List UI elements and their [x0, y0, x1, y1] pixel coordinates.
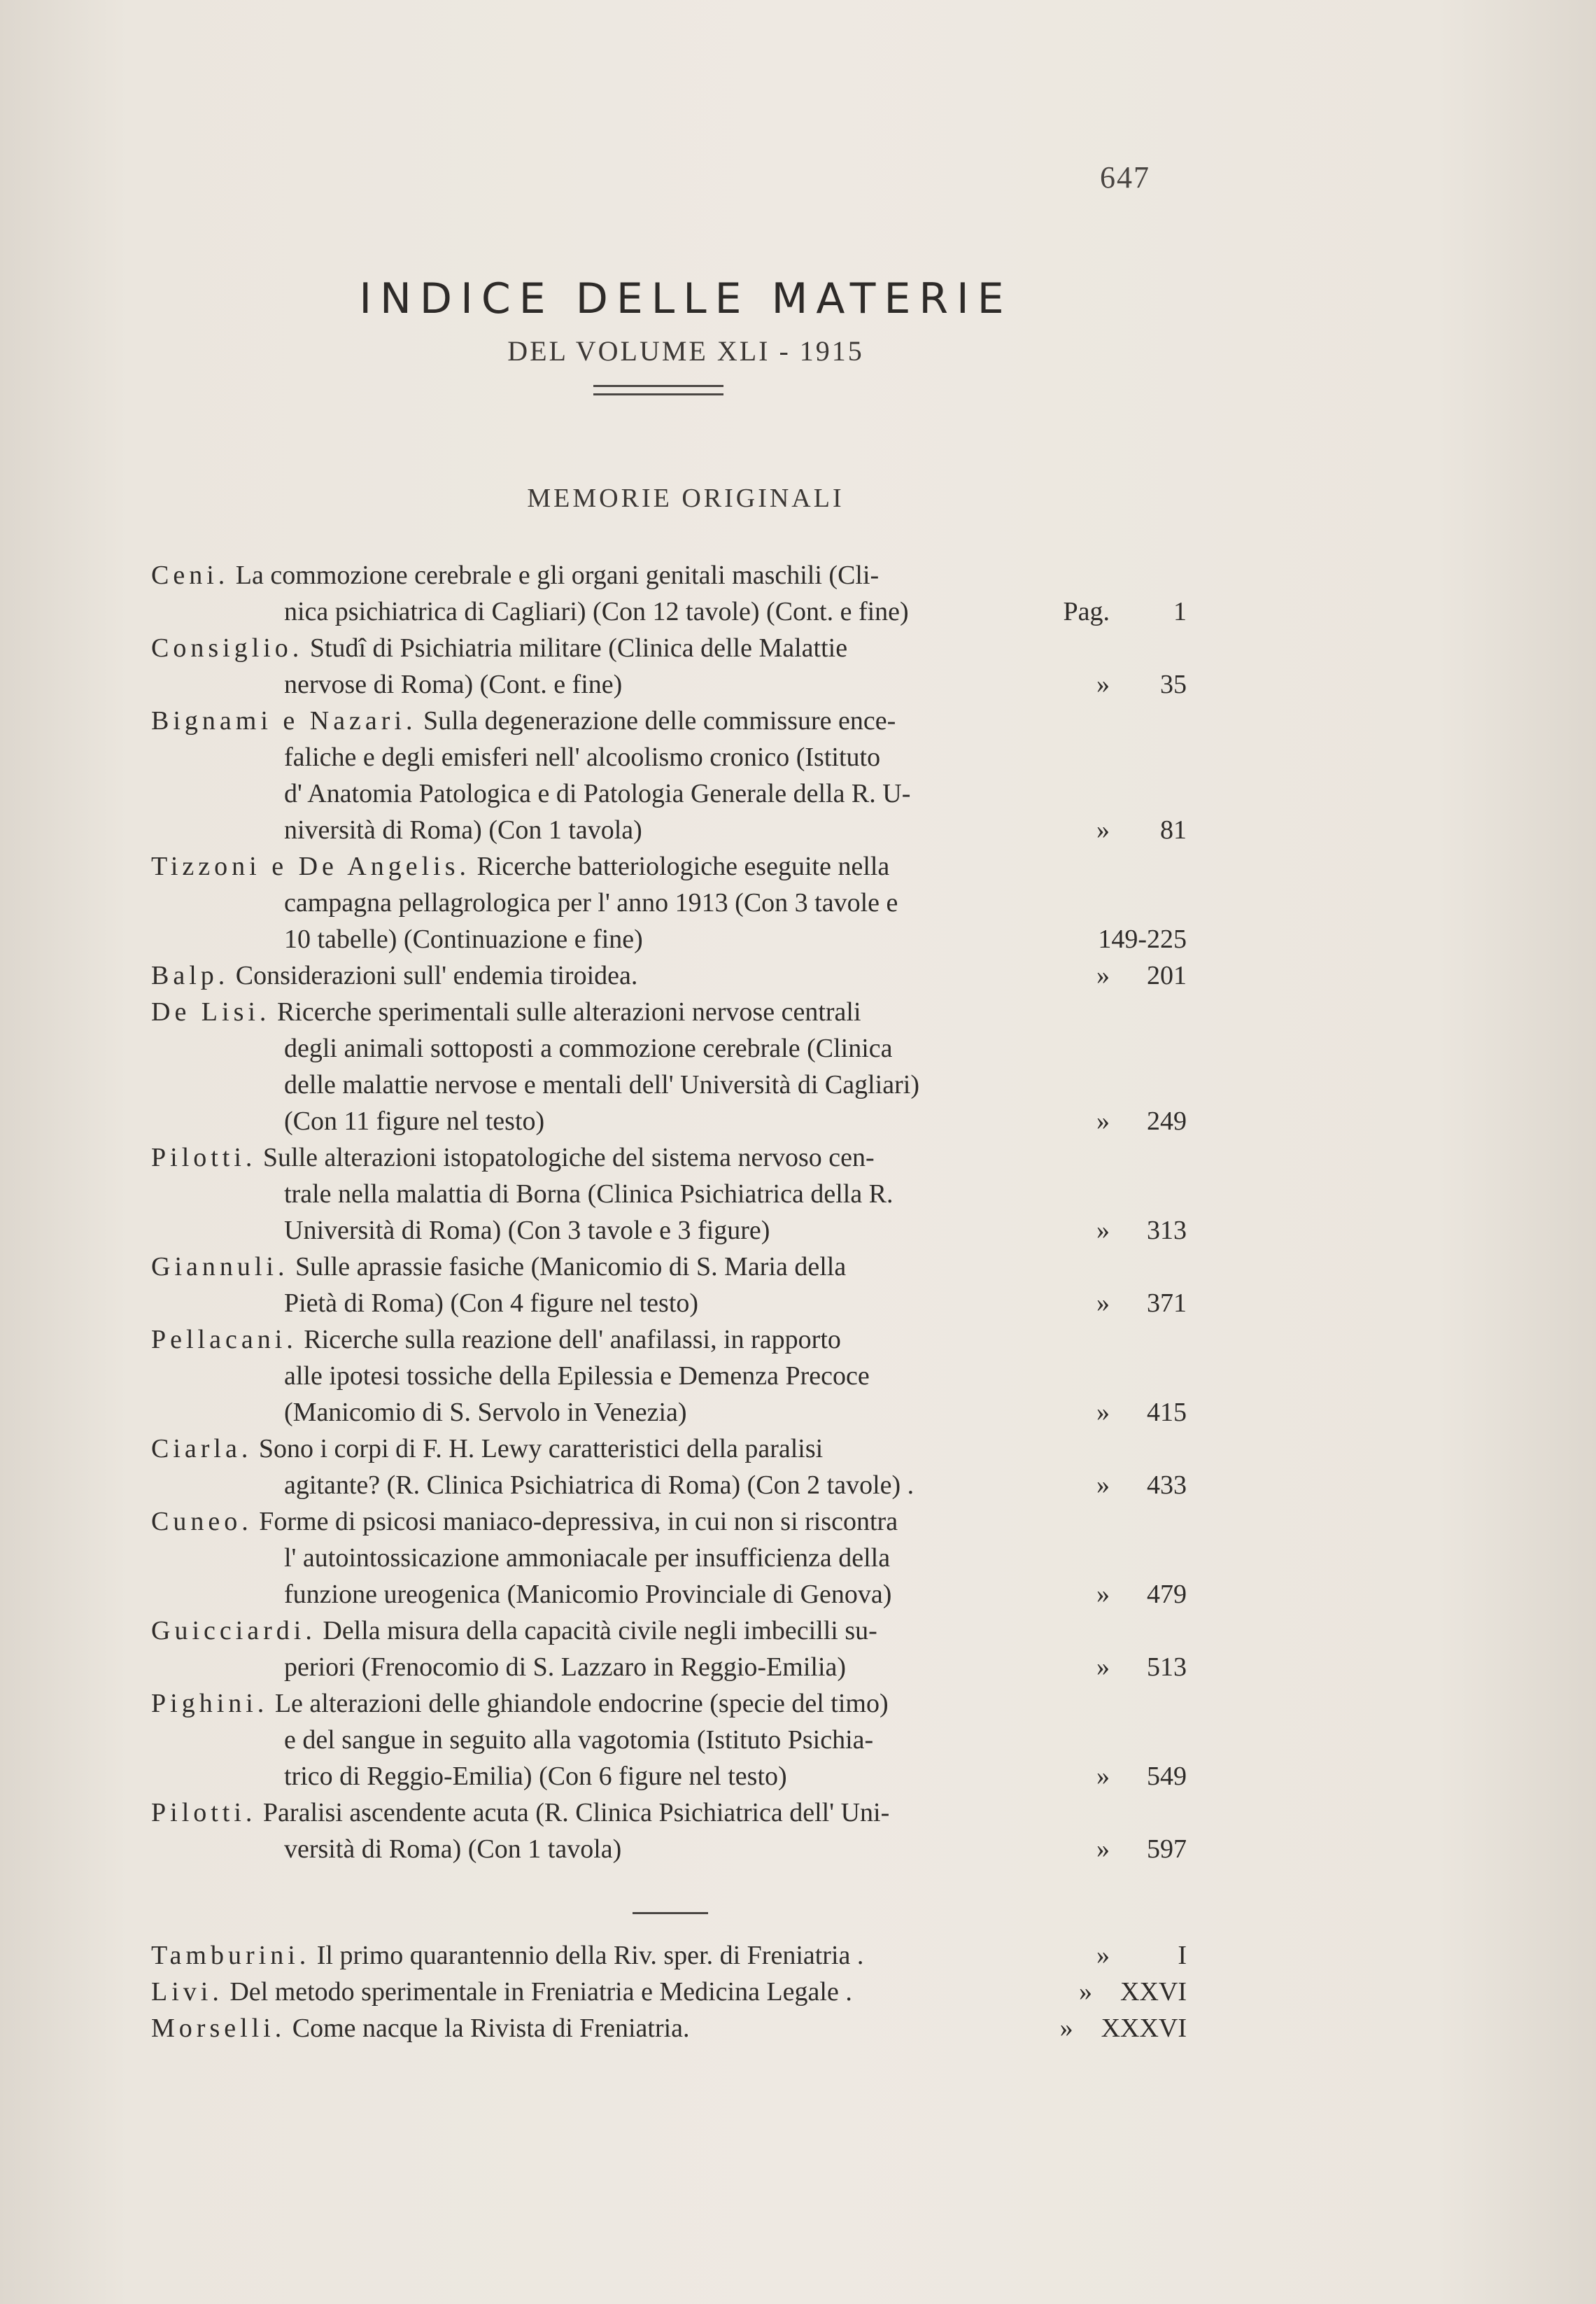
- entry-author: De Lisi.: [151, 997, 271, 1027]
- entry-author: Tizzoni e De Angelis.: [151, 852, 471, 881]
- toc-text: trale nella malattia di Borna (Clinica Psichiatrica della R.: [284, 1179, 894, 1209]
- page-mark: »: [1096, 1470, 1110, 1500]
- entry-author: Pilotti.: [151, 1143, 257, 1172]
- table-of-contents: [151, 557, 1187, 1867]
- toc-text: Del metodo sperimentale in Freniatria e Medicina Legale .: [229, 1977, 852, 2007]
- entry-page-ref: [1043, 1974, 1187, 2010]
- toc-line: [151, 775, 1187, 812]
- toc-line: [151, 1467, 1187, 1503]
- page-mark: »: [1096, 670, 1110, 699]
- entry-author: Pellacani.: [151, 1325, 297, 1354]
- toc-text: 10 tabelle) (Continuazione e fine): [284, 925, 643, 954]
- toc-line: [151, 1831, 1187, 1867]
- toc-text: (Manicomio di S. Servolo in Venezia): [284, 1398, 687, 1427]
- toc-text: nica psichiatrica di Cagliari) (Con 12 tavole) (Cont. e fine): [284, 597, 909, 626]
- entry-page-number: 81: [1160, 815, 1187, 845]
- toc-text: nervose di Roma) (Cont. e fine): [284, 670, 623, 699]
- entry-page-ref: [1061, 957, 1187, 994]
- entry-page-number: 479: [1147, 1580, 1187, 1609]
- toc-entry: [151, 1431, 1187, 1503]
- page-mark: »: [1096, 1288, 1110, 1318]
- toc-line: [151, 1722, 1187, 1758]
- toc-entry: [151, 1794, 1187, 1867]
- toc-entry: [151, 848, 1187, 957]
- toc-text: agitante? (R. Clinica Psichiatrica di Roma) (Con 2 tavole) .: [284, 1470, 914, 1500]
- toc-line: [151, 703, 1187, 739]
- page-mark: »: [1096, 1580, 1110, 1609]
- toc-text: Le alterazioni delle ghiandole endocrine (specie del timo): [274, 1689, 889, 1718]
- entry-page-number: 371: [1147, 1288, 1187, 1318]
- entry-page-number: 433: [1147, 1470, 1187, 1500]
- entry-page-ref: [1024, 2010, 1187, 2046]
- toc-entry: [151, 1613, 1187, 1685]
- toc-line: [151, 1067, 1187, 1103]
- toc-line: [151, 1503, 1187, 1540]
- toc-line: [151, 1103, 1187, 1139]
- entry-page-number: 513: [1147, 1652, 1187, 1682]
- entry-author: Guicciardi.: [151, 1616, 316, 1645]
- title-double-rule: [593, 385, 723, 395]
- toc-text: Considerazioni sull' endemia tiroidea.: [235, 961, 638, 990]
- toc-line: [151, 1321, 1187, 1358]
- toc-entry: [151, 1249, 1187, 1321]
- entry-page-number: 549: [1147, 1762, 1187, 1791]
- toc-line: [151, 848, 1187, 885]
- toc-entry: [151, 1139, 1187, 1249]
- toc-line: [151, 1431, 1187, 1467]
- toc-line: [151, 630, 1187, 666]
- section-divider: [633, 1912, 708, 1914]
- page-mark: »: [1096, 815, 1110, 845]
- toc-text: trico di Reggio-Emilia) (Con 6 figure nel testo): [284, 1762, 787, 1791]
- entry-page-ref: [1061, 812, 1187, 848]
- toc-text: degli animali sottoposti a commozione cerebrale (Clinica: [284, 1034, 893, 1063]
- extra-entry: [151, 1974, 1187, 2010]
- entry-page-number: 249: [1147, 1107, 1187, 1136]
- entry-page-number: 35: [1160, 670, 1187, 699]
- entry-page-ref: [1061, 1831, 1187, 1867]
- toc-line: [151, 1285, 1187, 1321]
- entry-page-number: 201: [1147, 961, 1187, 990]
- toc-text: campagna pellagrologica per l' anno 1913 (Con 3 tavole e: [284, 888, 898, 918]
- entry-page-ref: [1061, 1576, 1187, 1613]
- toc-line: [151, 1139, 1187, 1176]
- entry-page-ref: [1061, 666, 1187, 703]
- toc-text: niversità di Roma) (Con 1 tavola): [284, 815, 642, 845]
- toc-text: l' autointossicazione ammoniacale per insufficienza della: [284, 1543, 891, 1573]
- toc-line: [151, 921, 1187, 957]
- toc-entry: [151, 630, 1187, 703]
- toc-text: Ricerche batteriologiche eseguite nella: [476, 852, 890, 881]
- toc-text: Studî di Psichiatria militare (Clinica delle Malattie: [309, 633, 848, 663]
- page-mark: »: [1059, 2014, 1073, 2043]
- page-mark: »: [1096, 1762, 1110, 1791]
- toc-line: [151, 739, 1187, 775]
- entry-page-ref: [1061, 1467, 1187, 1503]
- toc-text: d' Anatomia Patologica e di Patologia Generale della R. U-: [284, 779, 911, 808]
- entry-page-ref: [1061, 1103, 1187, 1139]
- entry-page-number: 149-225: [1098, 925, 1187, 954]
- toc-line: [151, 666, 1187, 703]
- toc-line: [151, 1613, 1187, 1649]
- toc-line: [151, 1030, 1187, 1067]
- volume-subtitle: DEL VOLUME XLI - 1915: [507, 335, 864, 367]
- toc-entry: [151, 1685, 1187, 1794]
- toc-line: [151, 1394, 1187, 1431]
- toc-text: (Con 11 figure nel testo): [284, 1107, 545, 1136]
- page-mark: »: [1096, 961, 1110, 990]
- entry-page-ref: [1061, 1212, 1187, 1249]
- page-mark: »: [1096, 1107, 1110, 1136]
- entry-author: Pilotti.: [151, 1798, 257, 1827]
- toc-text: Della misura della capacità civile negli imbecilli su-: [323, 1616, 877, 1645]
- toc-text: Il primo quarantennio della Riv. sper. di Freniatria .: [316, 1941, 864, 1970]
- entry-page-ref: [1061, 593, 1187, 630]
- entry-page-ref: [1061, 1649, 1187, 1685]
- toc-text: Sulle aprassie fasiche (Manicomio di S. Maria della: [295, 1252, 847, 1281]
- extra-entry: [151, 2010, 1187, 2046]
- page-mark: »: [1079, 1977, 1093, 2007]
- entry-page-ref: [1061, 1758, 1187, 1794]
- page-mark: Pag.: [1063, 597, 1110, 626]
- toc-text: Sulle alterazioni istopatologiche del sistema nervoso cen-: [262, 1143, 875, 1172]
- toc-entry: [151, 994, 1187, 1139]
- entry-page-ref: [1021, 921, 1187, 957]
- toc-text: alle ipotesi tossiche della Epilessia e Demenza Precoce: [284, 1361, 870, 1391]
- entry-author: Bignami e Nazari.: [151, 706, 417, 736]
- toc-entry: [151, 1503, 1187, 1613]
- toc-text: Università di Roma) (Con 3 tavole e 3 figure): [284, 1216, 770, 1245]
- section-heading: MEMORIE ORIGINALI: [527, 484, 845, 513]
- page-mark: »: [1096, 1941, 1110, 1970]
- toc-line: [151, 593, 1187, 630]
- extra-entry: [151, 1937, 1187, 1974]
- page-number: 647: [1100, 160, 1150, 195]
- page-mark: »: [1096, 1216, 1110, 1245]
- toc-line: [151, 1794, 1187, 1831]
- toc-text: Sono i corpi di F. H. Lewy caratteristici della paralisi: [258, 1434, 824, 1463]
- entry-page-number: XXVI: [1120, 1977, 1187, 2007]
- toc-entry: [151, 557, 1187, 630]
- toc-text: periori (Frenocomio di S. Lazzaro in Reggio-Emilia): [284, 1652, 847, 1682]
- toc-text: Forme di psicosi maniaco-depressiva, in cui non si riscontra: [259, 1507, 898, 1536]
- entry-page-ref: [1061, 1394, 1187, 1431]
- toc-text: Sulla degenerazione delle commissure ence-: [423, 706, 896, 736]
- page-mark: »: [1096, 1652, 1110, 1682]
- toc-line: [151, 994, 1187, 1030]
- toc-line: [151, 885, 1187, 921]
- toc-text: Ricerche sulla reazione dell' anafilassi, in rapporto: [304, 1325, 841, 1354]
- entry-author: Giannuli.: [151, 1252, 289, 1281]
- toc-line: [151, 1576, 1187, 1613]
- toc-line: [151, 812, 1187, 848]
- toc-text: Paralisi ascendente acuta (R. Clinica Psichiatrica dell' Uni-: [262, 1798, 890, 1827]
- toc-line: [151, 957, 1187, 994]
- entry-page-ref: [1061, 1937, 1187, 1974]
- toc-line: [151, 1358, 1187, 1394]
- entry-author: Tamburini.: [151, 1941, 311, 1970]
- entry-author: Cuneo.: [151, 1507, 253, 1536]
- toc-text: versità di Roma) (Con 1 tavola): [284, 1834, 622, 1864]
- toc-text: funzione ureogenica (Manicomio Provinciale di Genova): [284, 1580, 892, 1609]
- entry-page-number: I: [1178, 1941, 1187, 1970]
- toc-text: La commozione cerebrale e gli organi genitali maschili (Cli-: [235, 561, 880, 590]
- page-mark: »: [1096, 1834, 1110, 1864]
- toc-entry: [151, 1321, 1187, 1431]
- entry-page-number: 313: [1147, 1216, 1187, 1245]
- entry-author: Ceni.: [151, 561, 229, 590]
- toc-line: [151, 1212, 1187, 1249]
- entry-author: Livi.: [151, 1977, 223, 2007]
- entry-author: Ciarla.: [151, 1434, 253, 1463]
- toc-line: [151, 1758, 1187, 1794]
- entry-page-ref: [1061, 1285, 1187, 1321]
- toc-line: [151, 1649, 1187, 1685]
- toc-text: e del sangue in seguito alla vagotomia (Istituto Psichia-: [284, 1725, 874, 1755]
- toc-entry: [151, 703, 1187, 848]
- toc-line: [151, 1540, 1187, 1576]
- entry-page-number: 415: [1147, 1398, 1187, 1427]
- toc-text: Come nacque la Rivista di Freniatria.: [292, 2014, 690, 2043]
- page-mark: »: [1096, 1398, 1110, 1427]
- entry-page-number: XXXVI: [1101, 2014, 1187, 2043]
- toc-entry: [151, 957, 1187, 994]
- toc-text: faliche e degli emisferi nell' alcoolismo cronico (Istituto: [284, 743, 881, 772]
- toc-text: Pietà di Roma) (Con 4 figure nel testo): [284, 1288, 699, 1318]
- toc-line: [151, 1249, 1187, 1285]
- toc-line: [151, 1176, 1187, 1212]
- entry-page-number: 597: [1147, 1834, 1187, 1864]
- entry-page-number: 1: [1173, 597, 1187, 626]
- entry-author: Balp.: [151, 961, 229, 990]
- additional-entries: [151, 1937, 1187, 2046]
- entry-author: Morselli.: [151, 2014, 286, 2043]
- toc-text: delle malattie nervose e mentali dell' Università di Cagliari): [284, 1070, 919, 1100]
- index-title: INDICE DELLE MATERIE: [359, 274, 1012, 323]
- toc-line: [151, 1685, 1187, 1722]
- entry-author: Pighini.: [151, 1689, 269, 1718]
- toc-text: Ricerche sperimentali sulle alterazioni nervose centrali: [276, 997, 861, 1027]
- toc-line: [151, 557, 1187, 593]
- entry-author: Consiglio.: [151, 633, 304, 663]
